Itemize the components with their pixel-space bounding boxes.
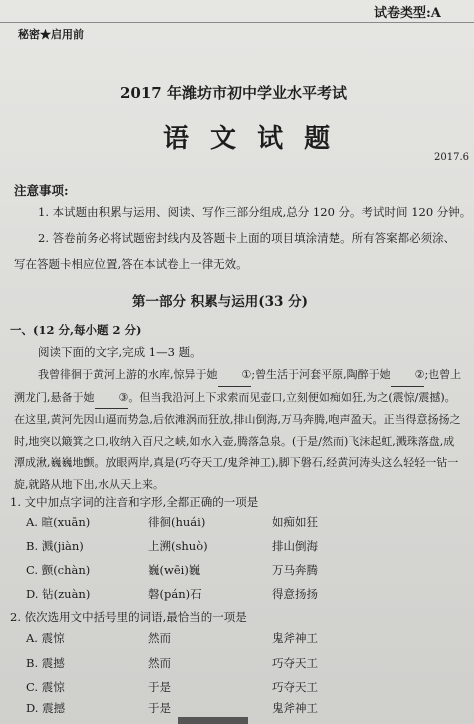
top-rule bbox=[0, 22, 474, 23]
q2-option-c-col1: C. 震惊 bbox=[26, 680, 65, 694]
part1-title: 第一部分 积累与运用(33 分) bbox=[132, 294, 308, 310]
exam-date: 2017.6 bbox=[434, 152, 469, 163]
q1-option-a-col1: A. 暄(xuān) bbox=[26, 515, 91, 529]
exam-name: 2017 年潍坊市初中学业水平考试 bbox=[120, 84, 347, 102]
paper-title: 语 文 试 题 bbox=[163, 124, 337, 154]
q1-option-d-col3: 得意扬扬 bbox=[272, 587, 318, 601]
q2-option-c-col2: 于是 bbox=[148, 680, 171, 694]
q2-option-a-col2: 然而 bbox=[148, 631, 171, 645]
passage-text-2: ;曾生活于河套平原,陶醉于她 bbox=[251, 368, 391, 381]
q2-option-d-col1: D. 震撼 bbox=[26, 701, 66, 715]
q2-option-a-col3: 鬼斧神工 bbox=[272, 631, 318, 645]
blank-2: ② bbox=[391, 364, 425, 387]
q1-option-d-col1: D. 钻(zuàn) bbox=[26, 587, 91, 601]
exam-type-label: 试卷类型:A bbox=[374, 6, 441, 21]
q2-option-b-col1: B. 震撼 bbox=[26, 656, 65, 670]
reading-passage bbox=[14, 364, 462, 495]
q1-option-a-col2: 徘徊(huái) bbox=[148, 515, 206, 529]
q2-option-c-col3: 巧夺天工 bbox=[272, 680, 318, 694]
q1-option-c-col3: 万马奔腾 bbox=[272, 563, 318, 577]
notice-heading: 注意事项: bbox=[14, 183, 69, 198]
q2-option-b-col2: 然而 bbox=[148, 656, 171, 670]
passage-text-3: ;也曾上溯龙门,悬备于她 bbox=[14, 368, 462, 404]
notice-item-2b: 写在答题卡相应位置,答在本试卷上一律无效。 bbox=[14, 257, 248, 271]
q1-header: 一、(12 分,每小题 2 分) bbox=[10, 323, 142, 337]
q1-option-b-col3: 排山倒海 bbox=[272, 539, 318, 553]
page-footer-mark bbox=[178, 717, 248, 724]
passage-text-4: 。但当我沿河上下求索而见壶口,立刻便如痴如狂,为之(震惊/震撼)。在这里,黄河先因山逼而势急,后依滩涡而狂放,排山倒海,万马奔腾,咆声盈天。正当得意扬扬之时,地突以簸箕之口,收纳入百尺之峡,如水入壶,腾落急泉。(于是/然而)飞沫起虹,溅珠落盘,成潭成湫,巍巍地颤。放眼两岸,真是(巧夺天工/鬼斧神工),脚下磐石,经黄河涛头这么轻轻一钻一旋,就路从地下出,水从天上来。 bbox=[14, 390, 461, 491]
q1-option-b-col1: B. 溅(jiàn) bbox=[26, 539, 84, 553]
notice-item-1: 1. 本试题由积累与运用、阅读、写作三部分组成,总分 120 分。考试时间 120 分钟。 bbox=[38, 205, 472, 219]
blank-3: ③ bbox=[95, 387, 129, 410]
q2-option-d-col2: 于是 bbox=[148, 701, 171, 715]
q1-option-b-col2: 上溯(shuò) bbox=[148, 539, 208, 553]
q1-option-c-col1: C. 颤(chàn) bbox=[26, 563, 91, 577]
question-1-stem: 1. 文中加点字词的注音和字形,全都正确的一项是 bbox=[10, 495, 259, 509]
q1-intro: 阅读下面的文字,完成 1—3 题。 bbox=[38, 345, 202, 359]
q2-option-b-col3: 巧夺天工 bbox=[272, 656, 318, 670]
question-2-stem: 2. 依次选用文中括号里的词语,最恰当的一项是 bbox=[10, 610, 247, 624]
q1-option-d-col2: 磐(pán)石 bbox=[148, 587, 202, 601]
passage-text-1: 我曾徘徊于黄河上游的水库,惊异于她 bbox=[38, 368, 218, 381]
blank-1: ① bbox=[218, 364, 252, 387]
q1-option-a-col3: 如痴如狂 bbox=[272, 515, 318, 529]
q1-option-c-col2: 巍(wēi)巍 bbox=[148, 563, 201, 577]
secret-label: 秘密★启用前 bbox=[18, 28, 84, 41]
notice-item-2a: 2. 答卷前务必将试题密封线内及答题卡上面的项目填涂清楚。所有答案都必须涂、 bbox=[38, 231, 456, 245]
q2-option-a-col1: A. 震惊 bbox=[26, 631, 65, 645]
q2-option-d-col3: 鬼斧神工 bbox=[272, 701, 318, 715]
